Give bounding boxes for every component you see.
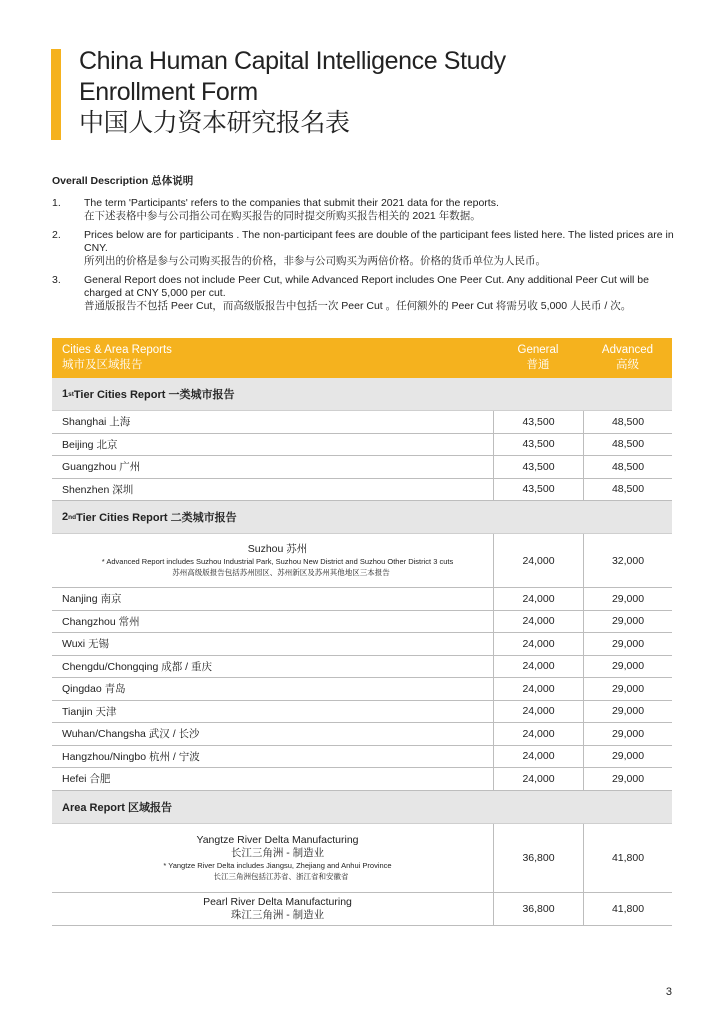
row-name: Hefei 合肥 bbox=[62, 773, 111, 786]
description-heading: Overall Description 总体说明 bbox=[52, 175, 194, 187]
table-row bbox=[52, 746, 672, 769]
general-price: 24,000 bbox=[493, 678, 583, 700]
advanced-price: 48,500 bbox=[583, 434, 672, 456]
item-text-en: The term 'Participants' refers to the companies that submit their 2021 data for the reports. bbox=[84, 197, 499, 209]
general-price: 24,000 bbox=[493, 534, 583, 587]
general-price: 36,800 bbox=[493, 824, 583, 892]
row-name: Beijing 北京 bbox=[62, 438, 118, 451]
section-tier2: 2 nd Tier Cities Report 二类城市报告 bbox=[52, 501, 672, 534]
general-price: 36,800 bbox=[493, 893, 583, 925]
table-row bbox=[52, 534, 672, 588]
advanced-price: 29,000 bbox=[583, 701, 672, 723]
row-name: Suzhou 苏州 * Advanced Report includes Suzhou Industrial Park, Suzhou New District and Suzhou Other District 3 cuts 苏州高级版报告包括苏州园区、苏州新区及苏州其他地区三本报告 bbox=[101, 543, 454, 577]
table-row bbox=[52, 824, 672, 893]
general-price: 24,000 bbox=[493, 656, 583, 678]
advanced-price: 29,000 bbox=[583, 768, 672, 790]
item-number: 1. bbox=[52, 197, 61, 209]
row-name: Wuxi 无锡 bbox=[62, 638, 110, 651]
item-number: 2. bbox=[52, 229, 61, 241]
general-price: 43,500 bbox=[493, 434, 583, 456]
header-advanced: Advanced 高级 bbox=[601, 344, 654, 371]
advanced-price: 48,500 bbox=[583, 479, 672, 501]
advanced-price: 29,000 bbox=[583, 588, 672, 610]
general-price: 24,000 bbox=[493, 611, 583, 633]
description-item bbox=[52, 229, 682, 268]
item-text-en: Prices below are for participants . The non-participant fees are double of the participant fees listed here. The listed prices are in CNY. bbox=[84, 229, 674, 254]
advanced-price: 29,000 bbox=[583, 633, 672, 655]
table-row bbox=[52, 434, 672, 457]
row-name: Qingdao 青岛 bbox=[62, 683, 126, 696]
general-price: 24,000 bbox=[493, 633, 583, 655]
table-row bbox=[52, 588, 672, 611]
row-name: Nanjing 南京 bbox=[62, 593, 122, 606]
header-general: General 普通 bbox=[517, 344, 559, 371]
title-line-1: China Human Capital Intelligence Study bbox=[79, 47, 506, 75]
item-text-en: General Report does not include Peer Cut, while Advanced Report includes One Peer Cut. Any additional Peer Cut will be charged at CNY 5,000 per cut. bbox=[84, 274, 649, 299]
table-row bbox=[52, 633, 672, 656]
general-price: 24,000 bbox=[493, 701, 583, 723]
row-name: Shenzhen 深圳 bbox=[62, 483, 134, 496]
overall-description bbox=[52, 173, 682, 319]
row-name: Shanghai 上海 bbox=[62, 416, 131, 429]
row-name: Changzhou 常州 bbox=[62, 615, 140, 628]
table-row bbox=[52, 411, 672, 434]
advanced-price: 48,500 bbox=[583, 411, 672, 433]
advanced-price: 41,800 bbox=[583, 824, 672, 892]
item-text-cn: 所列出的价格是参与公司购买报告的价格，非参与公司购买为两倍价格。价格的货币单位为人民币。 bbox=[84, 255, 546, 267]
title-line-3: 中国人力资本研究报名表 bbox=[79, 109, 350, 137]
advanced-price: 29,000 bbox=[583, 746, 672, 768]
advanced-price: 29,000 bbox=[583, 723, 672, 745]
item-text-cn: 在下述表格中参与公司指公司在购买报告的同时提交所购买报告相关的 2021 年数据。 bbox=[84, 210, 481, 222]
table-row bbox=[52, 479, 672, 502]
general-price: 43,500 bbox=[493, 411, 583, 433]
advanced-price: 29,000 bbox=[583, 678, 672, 700]
pricing-table bbox=[52, 338, 672, 926]
row-name: Tianjin 天津 bbox=[62, 705, 117, 718]
row-name: Guangzhou 广州 bbox=[62, 461, 141, 474]
table-row bbox=[52, 656, 672, 679]
description-item bbox=[52, 274, 682, 313]
table-row bbox=[52, 723, 672, 746]
header-reports: Cities & Area Reports 城市及区域报告 bbox=[62, 344, 172, 371]
page-number: 3 bbox=[665, 986, 672, 998]
general-price: 24,000 bbox=[493, 768, 583, 790]
item-text-cn: 普通版报告不包括 Peer Cut，而高级版报告中包括一次 Peer Cut 。任何额外的 Peer Cut 将需另收 5,000 人民币 / 次。 bbox=[84, 300, 632, 312]
general-price: 43,500 bbox=[493, 456, 583, 478]
advanced-price: 32,000 bbox=[583, 534, 672, 587]
item-number: 3. bbox=[52, 274, 61, 286]
general-price: 24,000 bbox=[493, 746, 583, 768]
row-name: Yangtze River Delta Manufacturing 长江三角洲 - 制造业 * Yangtze River Delta includes Jiangsu, Zhejiang and Anhui Province 长江三角洲包括江苏省、浙江省和安徽省 bbox=[163, 833, 392, 881]
table-row bbox=[52, 678, 672, 701]
table-row bbox=[52, 611, 672, 634]
table-header bbox=[52, 338, 672, 378]
table-row bbox=[52, 701, 672, 724]
advanced-price: 29,000 bbox=[583, 656, 672, 678]
section-tier1: 1 st Tier Cities Report 一类城市报告 bbox=[52, 378, 672, 411]
title-line-2: Enrollment Form bbox=[79, 78, 258, 106]
advanced-price: 41,800 bbox=[583, 893, 672, 925]
general-price: 24,000 bbox=[493, 588, 583, 610]
row-name: Hangzhou/Ningbo 杭州 / 宁波 bbox=[62, 750, 200, 763]
row-name: Wuhan/Changsha 武汉 / 长沙 bbox=[62, 728, 200, 741]
general-price: 43,500 bbox=[493, 479, 583, 501]
table-row bbox=[52, 893, 672, 926]
title-accent-bar bbox=[51, 49, 61, 140]
section-area: Area Report 区域报告 bbox=[52, 791, 672, 824]
table-row bbox=[52, 768, 672, 791]
description-item bbox=[52, 197, 682, 223]
table-row bbox=[52, 456, 672, 479]
row-name: Pearl River Delta Manufacturing 珠江三角洲 - 制造业 bbox=[203, 895, 352, 921]
general-price: 24,000 bbox=[493, 723, 583, 745]
row-name: Chengdu/Chongqing 成都 / 重庆 bbox=[62, 660, 212, 673]
advanced-price: 29,000 bbox=[583, 611, 672, 633]
advanced-price: 48,500 bbox=[583, 456, 672, 478]
page-title bbox=[79, 46, 679, 139]
